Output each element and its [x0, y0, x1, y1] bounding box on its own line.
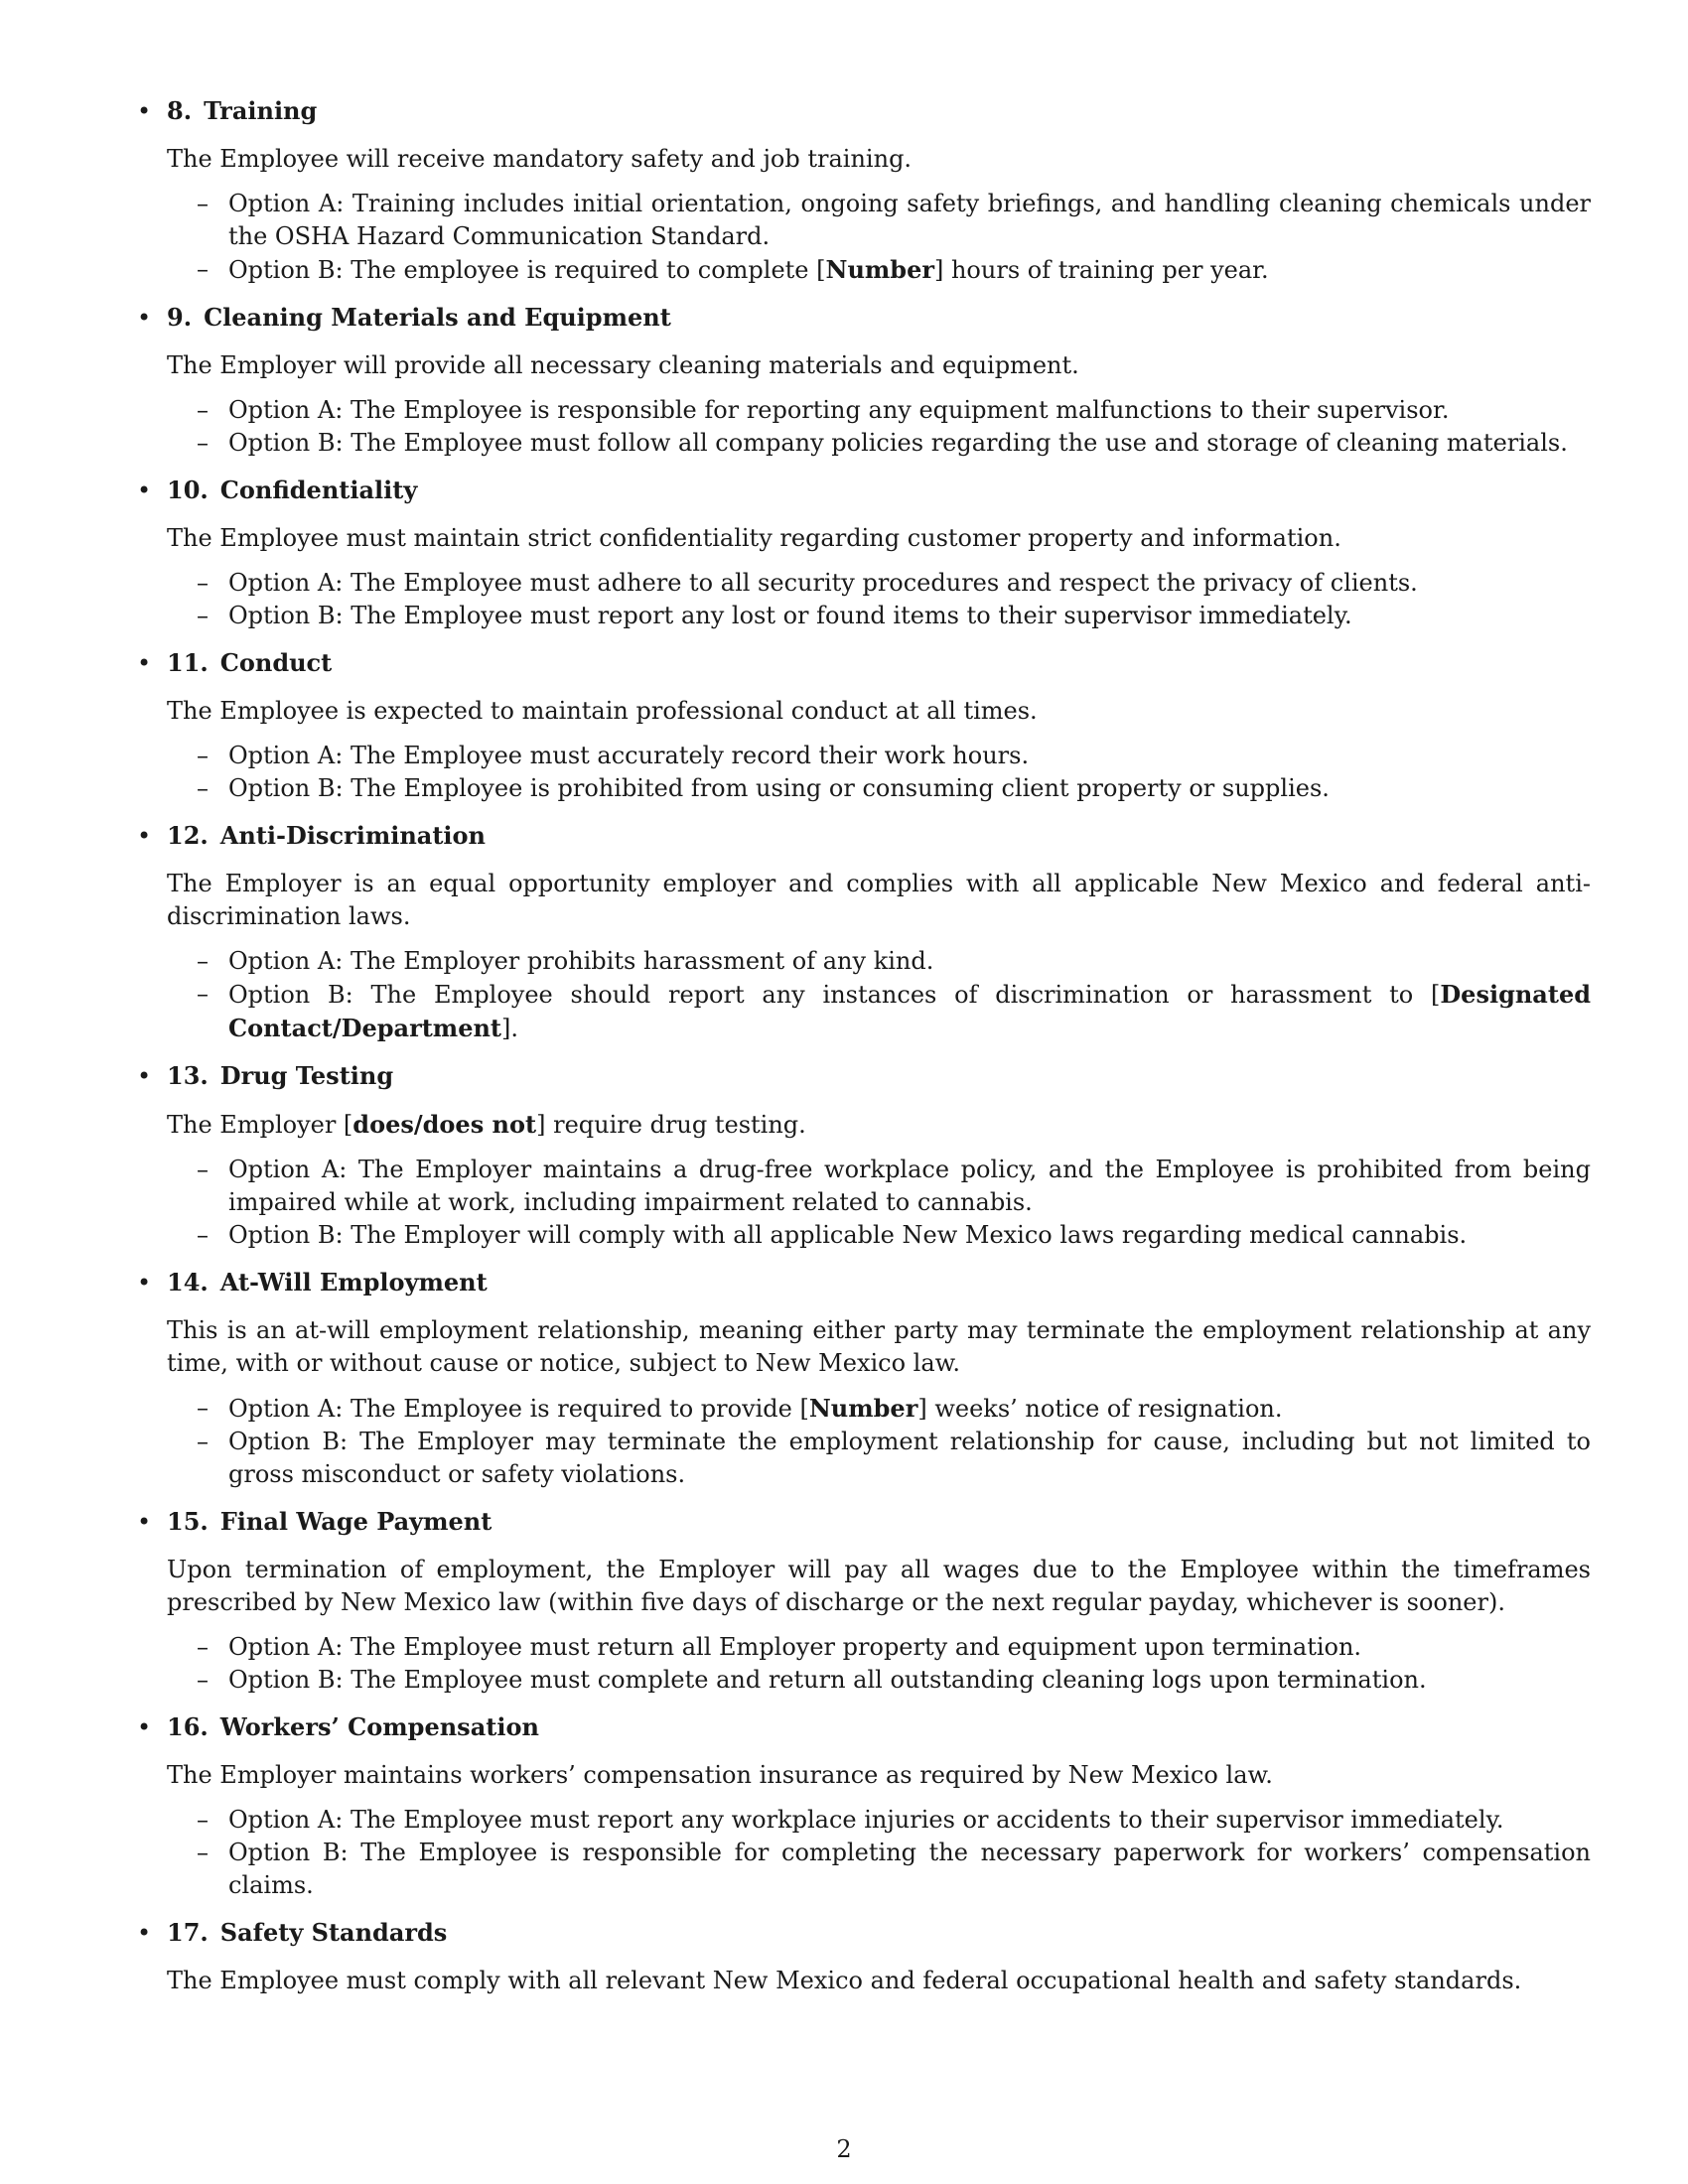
option-item: [197, 1804, 1591, 1837]
option-text-part: Option A: The Employer prohibits harassment of any kind.: [228, 947, 934, 975]
option-text-part: Option A: The Employee must adhere to all security procedures and respect the privacy of clients.: [228, 569, 1418, 597]
option-text-part: Option A: The Employee must return all Employer property and equipment upon termination.: [228, 1633, 1362, 1661]
section-title: Workers’ Compensation: [219, 1712, 539, 1741]
bullet-icon: •: [137, 1269, 152, 1297]
section-heading: [167, 647, 1591, 679]
section-intro: The Employee must comply with all relevant New Mexico and federal occupational health and safety standards.: [167, 1967, 1522, 1994]
option-text-part: ].: [501, 1015, 519, 1042]
bullet-icon: •: [137, 304, 152, 332]
placeholder-field: Number: [808, 1394, 918, 1423]
option-text: [228, 396, 1449, 424]
section-number: 10.: [167, 476, 209, 504]
option-list: [197, 1392, 1591, 1491]
section-intro: The Employer is an equal opportunity employer and complies with all applicable New Mexico and federal anti-discrimination laws.: [167, 870, 1591, 930]
option-text: [228, 947, 933, 975]
option-item: [197, 1392, 1591, 1426]
section-item: [131, 95, 1591, 287]
option-text-part: Option A: The Employee must accurately record their work hours.: [228, 742, 1030, 769]
section-item: [131, 647, 1591, 805]
option-text: [228, 1395, 1283, 1423]
dash-icon: –: [197, 569, 209, 597]
section-number: 16.: [167, 1712, 209, 1741]
section-intro: Upon termination of employment, the Employer will pay all wages due to the Employee within the timeframes prescribed by New Mexico law (within five days of discharge or the next regular payday, whichever is sooner).: [167, 1556, 1591, 1616]
option-item: [197, 1219, 1591, 1252]
option-text-part: Option A: Training includes initial orientation, ongoing safety briefings, and handling cleaning chemicals under the OSHA Hazard Communication Standard.: [228, 190, 1591, 250]
section-heading: [167, 820, 1591, 852]
option-text-part: Option B: The Employee should report any instances of discrimination or harassment to [: [228, 981, 1441, 1009]
option-text: [228, 742, 1029, 769]
option-item: [197, 1631, 1591, 1664]
section-title: Anti-Discrimination: [219, 821, 486, 850]
section-title: Training: [204, 96, 318, 125]
section-number: 13.: [167, 1061, 209, 1090]
option-item: [197, 394, 1591, 427]
option-text: [228, 256, 1269, 284]
section-item: [131, 1506, 1591, 1697]
option-text-part: ] hours of training per year.: [933, 256, 1269, 284]
dash-icon: –: [197, 190, 209, 217]
section-title: Drug Testing: [219, 1061, 394, 1090]
option-text-part: Option B: The Employee must report any lost or found items to their supervisor immediately.: [228, 602, 1352, 629]
section-item: [131, 1060, 1591, 1252]
option-list: [197, 1631, 1591, 1697]
option-item: [197, 427, 1591, 460]
bullet-icon: •: [137, 97, 152, 125]
dash-icon: –: [197, 429, 209, 457]
dash-icon: –: [197, 1156, 209, 1183]
option-text-part: Option B: The Employee must follow all company policies regarding the use and storage of cleaning materials.: [228, 429, 1568, 457]
option-item: [197, 978, 1591, 1045]
option-item: [197, 772, 1591, 805]
option-text: [228, 602, 1352, 629]
bullet-icon: •: [137, 1508, 152, 1536]
option-text-part: Option A: The Employee is required to provide [: [228, 1395, 809, 1423]
option-list: [197, 567, 1591, 632]
section-item: [131, 1917, 1591, 1997]
dash-icon: –: [197, 1666, 209, 1694]
option-list: [197, 740, 1591, 805]
option-item: [197, 945, 1591, 978]
section-title: Safety Standards: [219, 1918, 448, 1947]
section-intro: The Employer will provide all necessary cleaning materials and equipment.: [167, 351, 1079, 379]
dash-icon: –: [197, 1428, 209, 1455]
dash-icon: –: [197, 1806, 209, 1834]
section-title: Final Wage Payment: [219, 1507, 492, 1536]
option-item: [197, 253, 1591, 287]
dash-icon: –: [197, 742, 209, 769]
option-text: [228, 429, 1568, 457]
section-item: [131, 1711, 1591, 1902]
option-text-part: Option B: The Employer may terminate the employment relationship for cause, including but not limited to gross misconduct or safety violations.: [228, 1428, 1591, 1488]
placeholder-field: Designated Contact/Department: [228, 980, 1591, 1042]
option-text-part: Option B: The Employee is responsible for completing the necessary paperwork for workers’ compensation claims.: [228, 1839, 1591, 1899]
dash-icon: –: [197, 947, 209, 975]
section-heading: [167, 1060, 1591, 1092]
section-title: Confidentiality: [219, 476, 418, 504]
dash-icon: –: [197, 1394, 209, 1422]
section-number: 15.: [167, 1507, 209, 1536]
section-heading: [167, 1506, 1591, 1538]
section-number: 8.: [167, 96, 193, 125]
option-list: [197, 394, 1591, 460]
section-intro: The Employer maintains workers’ compensation insurance as required by New Mexico law.: [167, 1761, 1273, 1789]
option-item: [197, 188, 1591, 253]
dash-icon: –: [197, 396, 209, 424]
section-heading: [167, 475, 1591, 506]
section-intro: The Employee will receive mandatory safety and job training.: [167, 145, 913, 173]
option-text: [228, 774, 1330, 802]
option-item: [197, 740, 1591, 772]
section-heading: [167, 95, 1591, 127]
section-intro: The Employee must maintain strict confidentiality regarding customer property and information.: [167, 524, 1341, 552]
option-list: [197, 188, 1591, 287]
option-text: [228, 190, 1591, 250]
page-number: 2: [836, 2135, 852, 2163]
option-list: [197, 1804, 1591, 1902]
bullet-icon: •: [137, 649, 152, 677]
option-text: [228, 1806, 1504, 1834]
dash-icon: –: [197, 1839, 209, 1866]
option-item: [197, 1154, 1591, 1219]
option-text-part: Option A: The Employer maintains a drug-free workplace policy, and the Employee is prohibited from being impaired while at work, including impairment related to cannabis.: [228, 1156, 1591, 1216]
section-list: [131, 95, 1591, 2012]
option-list: [197, 1154, 1591, 1252]
option-text-part: Option B: The employee is required to complete [: [228, 256, 826, 284]
section-heading: [167, 1917, 1591, 1949]
option-text-part: Option B: The Employer will comply with all applicable New Mexico laws regarding medical cannabis.: [228, 1221, 1468, 1249]
placeholder-field: does/does not: [352, 1110, 537, 1139]
dash-icon: –: [197, 774, 209, 802]
bullet-icon: •: [137, 1062, 152, 1090]
option-text: [228, 1666, 1427, 1694]
option-item: [197, 1664, 1591, 1697]
option-text: [228, 569, 1418, 597]
intro-text: ] require drug testing.: [536, 1111, 806, 1139]
dash-icon: –: [197, 255, 209, 283]
section-number: 14.: [167, 1268, 209, 1297]
section-item: [131, 475, 1591, 632]
option-text: [228, 1633, 1361, 1661]
option-text-part: Option A: The Employee must report any workplace injuries or accidents to their supervisor immediately.: [228, 1806, 1504, 1834]
option-item: [197, 567, 1591, 600]
section-title: Cleaning Materials and Equipment: [204, 303, 671, 332]
option-text: [228, 1839, 1591, 1899]
intro-text: The Employer [: [167, 1111, 353, 1139]
option-item: [197, 600, 1591, 632]
section-item: [131, 820, 1591, 1045]
option-list: [197, 945, 1591, 1045]
dash-icon: –: [197, 1633, 209, 1661]
dash-icon: –: [197, 1221, 209, 1249]
dash-icon: –: [197, 602, 209, 629]
section-intro: The Employee is expected to maintain professional conduct at all times.: [167, 697, 1038, 725]
section-number: 11.: [167, 648, 209, 677]
section-number: 17.: [167, 1918, 209, 1947]
bullet-icon: •: [137, 1919, 152, 1947]
bullet-icon: •: [137, 1713, 152, 1741]
section-intro: [167, 1108, 1591, 1142]
bullet-icon: •: [137, 477, 152, 504]
section-heading: [167, 302, 1591, 334]
option-item: [197, 1837, 1591, 1902]
option-text: [228, 1221, 1467, 1249]
option-item: [197, 1426, 1591, 1491]
dash-icon: –: [197, 980, 209, 1008]
bullet-icon: •: [137, 822, 152, 850]
section-intro: This is an at-will employment relationship, meaning either party may terminate the employment relationship at any time, with or without cause or notice, subject to New Mexico law.: [167, 1316, 1591, 1377]
section-number: 12.: [167, 821, 209, 850]
option-text-part: Option A: The Employee is responsible for reporting any equipment malfunctions to their supervisor.: [228, 396, 1450, 424]
section-item: [131, 1267, 1591, 1491]
section-item: [131, 302, 1591, 460]
section-number: 9.: [167, 303, 193, 332]
option-text: [228, 1428, 1591, 1488]
placeholder-field: Number: [825, 255, 934, 284]
section-heading: [167, 1267, 1591, 1298]
option-text-part: Option B: The Employee must complete and return all outstanding cleaning logs upon termination.: [228, 1666, 1427, 1694]
option-text: [228, 981, 1591, 1042]
option-text: [228, 1156, 1591, 1216]
section-heading: [167, 1711, 1591, 1743]
option-text-part: ] weeks’ notice of resignation.: [917, 1395, 1283, 1423]
section-title: Conduct: [219, 648, 333, 677]
section-title: At-Will Employment: [219, 1268, 488, 1297]
option-text-part: Option B: The Employee is prohibited from using or consuming client property or supplies.: [228, 774, 1330, 802]
